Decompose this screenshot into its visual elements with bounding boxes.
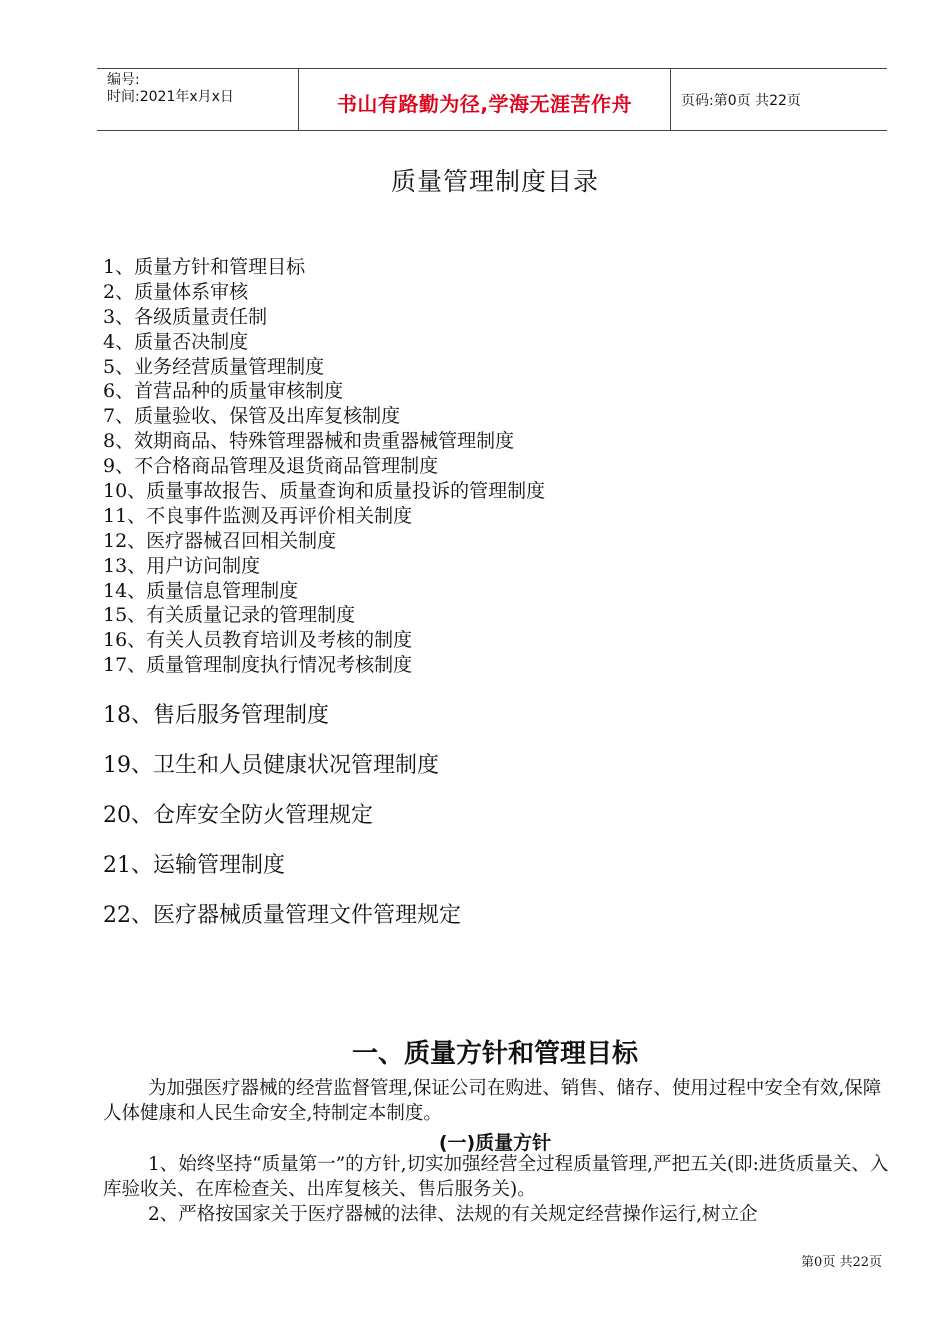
header-table xyxy=(97,68,887,131)
toc-item: 3、各级质量责任制 xyxy=(103,305,268,328)
toc-item: 18、售后服务管理制度 xyxy=(103,703,329,729)
toc-item: 5、业务经营质量管理制度 xyxy=(103,355,325,378)
section-title: 一、质量方针和管理目标 xyxy=(351,1039,638,1069)
toc-spacer xyxy=(103,678,545,691)
toc-item: 10、质量事故报告、质量查询和质量投诉的管理制度 xyxy=(103,480,546,503)
header-page-cell xyxy=(671,69,887,130)
toc-item: 16、有关人员教育培训及考核的制度 xyxy=(103,629,413,652)
subsection-title: (一)质量方针 xyxy=(438,1132,552,1154)
toc-item: 15、有关质量记录的管理制度 xyxy=(103,604,356,627)
toc-item: 17、质量管理制度执行情况考核制度 xyxy=(103,654,413,677)
document-title: 质量管理制度目录 xyxy=(390,167,599,196)
toc-item: 4、质量否决制度 xyxy=(103,330,249,353)
toc-item: 21、运输管理制度 xyxy=(103,853,285,879)
header-page-info: 页码:第0页 共22页 xyxy=(681,93,801,109)
toc-item: 13、用户访问制度 xyxy=(103,554,261,577)
toc-item: 11、不良事件监测及再评价相关制度 xyxy=(103,504,413,527)
section-intro-paragraph: 为加强医疗器械的经营监督管理,保证公司在购进、销售、储存、使用过程中安全有效,保障人体健康和人民生命安全,特制定本制度。 xyxy=(103,1078,882,1124)
toc-item: 14、质量信息管理制度 xyxy=(103,579,299,602)
toc-item: 9、不合格商品管理及退货商品管理制度 xyxy=(103,455,439,478)
toc-item: 19、卫生和人员健康状况管理制度 xyxy=(103,753,439,779)
document-date: 时间:2021年x月x日 xyxy=(107,89,234,105)
table-of-contents xyxy=(103,255,545,941)
toc-item: 12、医疗器械召回相关制度 xyxy=(103,529,337,552)
document-number-label: 编号: xyxy=(107,72,140,88)
toc-item: 22、医疗器械质量管理文件管理规定 xyxy=(103,903,461,929)
policy-item-1: 1、始终坚持“质量第一”的方针,切实加强经营全过程质量管理,严把五关(即:进货质量关、入库验收关、在库检查关、出库复核关、售后服务关)。 xyxy=(103,1154,889,1200)
toc-item: 7、质量验收、保管及出库复核制度 xyxy=(103,405,401,428)
toc-item: 1、质量方针和管理目标 xyxy=(103,256,306,278)
toc-item: 2、质量体系审核 xyxy=(103,280,249,303)
header-motto-cell xyxy=(299,69,671,130)
toc-item: 6、首营品种的质量审核制度 xyxy=(103,380,344,403)
header-motto: 书山有路勤为径,学海无涯苦作舟 xyxy=(336,92,633,116)
toc-item: 8、效期商品、特殊管理器械和贵重器械管理制度 xyxy=(103,430,515,453)
page-footer: 第0页 共22页 xyxy=(801,1255,882,1270)
policy-item-2: 2、严格按国家关于医疗器械的法律、法规的有关规定经营操作运行,树立企 xyxy=(148,1204,758,1225)
header-meta-cell xyxy=(97,69,299,130)
toc-item: 20、仓库安全防火管理规定 xyxy=(103,803,373,829)
